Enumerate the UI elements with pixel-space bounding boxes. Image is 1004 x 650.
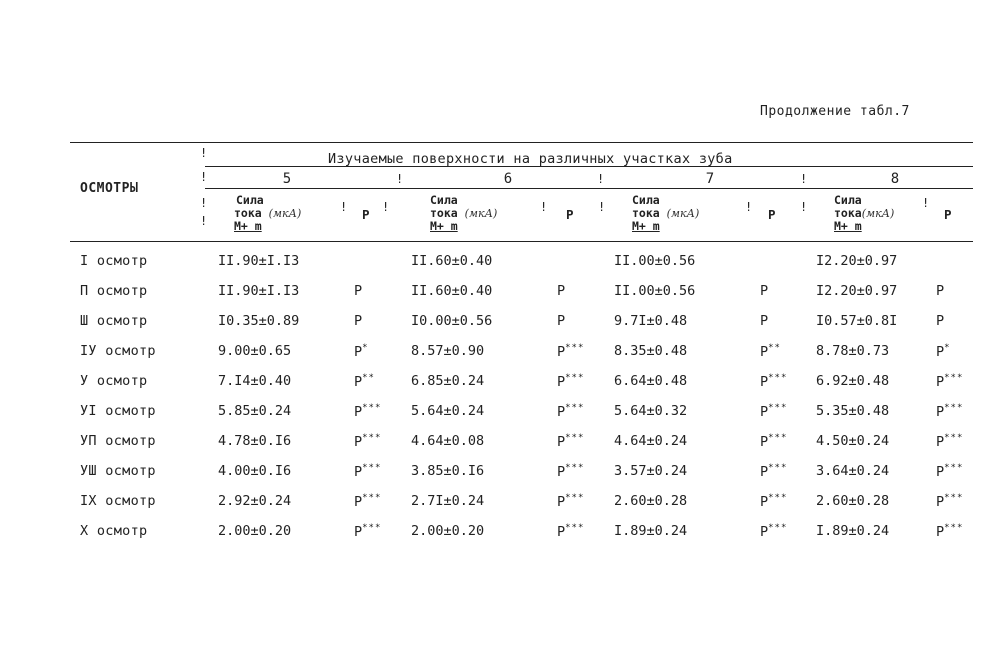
- current-header-6: [418, 194, 497, 233]
- significance-value: Р***: [354, 463, 382, 480]
- significance-stars: ***: [565, 403, 585, 413]
- table-row: [0, 283, 1004, 313]
- separator-mark: !: [200, 146, 208, 160]
- significance-value: Р***: [760, 373, 788, 390]
- significance-stars: ***: [944, 433, 964, 443]
- current-value: I0.57±0.8I: [816, 313, 898, 329]
- row-label: П осмотр: [80, 283, 148, 299]
- current-value: 2.00±0.20: [218, 523, 292, 539]
- current-line-1: Сила: [632, 193, 660, 207]
- significance-stars: ***: [768, 403, 788, 413]
- p-header-7: Р: [768, 207, 776, 222]
- significance-stars: ***: [362, 493, 382, 503]
- separator-mark: !: [597, 172, 605, 186]
- current-unit: (мкА): [464, 207, 498, 220]
- current-value: II.90±I.I3: [218, 253, 300, 269]
- significance-stars: ***: [362, 523, 382, 533]
- current-header-7: [618, 194, 699, 233]
- significance-value: Р***: [557, 493, 585, 510]
- significance-value: Р: [557, 313, 566, 329]
- table-row: [0, 523, 1004, 553]
- significance-stars: ***: [565, 463, 585, 473]
- significance-value: Р: [760, 283, 769, 299]
- current-value: 2.92±0.24: [218, 493, 292, 509]
- significance-stars: ***: [565, 493, 585, 503]
- current-value: 2.60±0.28: [614, 493, 688, 509]
- current-line-1: Сила: [236, 193, 264, 207]
- current-line-2: тока: [834, 206, 862, 220]
- separator-mark: !: [922, 196, 930, 210]
- group-header-8: 8: [890, 171, 900, 187]
- separator-mark: !: [200, 196, 208, 210]
- group-header-5: 5: [282, 171, 292, 187]
- significance-stars: ***: [768, 433, 788, 443]
- current-value: 5.64±0.24: [411, 403, 485, 419]
- significance-value: Р***: [354, 433, 382, 450]
- p-header-8: Р: [944, 207, 952, 222]
- current-value: 3.57±0.24: [614, 463, 688, 479]
- significance-value: Р***: [760, 523, 788, 540]
- significance-value: Р: [936, 283, 945, 299]
- groups-rule: [205, 188, 973, 189]
- current-unit: (мкА): [666, 207, 700, 220]
- current-line-3: М+ m: [632, 219, 660, 233]
- current-line-3: М+ m: [430, 219, 458, 233]
- current-value: I0.00±0.56: [411, 313, 493, 329]
- separator-mark: !: [340, 200, 348, 214]
- current-line-2: тока: [632, 206, 660, 220]
- current-value: 2.7I±0.24: [411, 493, 485, 509]
- group-header-6: 6: [503, 171, 513, 187]
- significance-stars: *: [362, 343, 369, 353]
- current-value: 6.85±0.24: [411, 373, 485, 389]
- current-unit: (мкА): [861, 207, 895, 220]
- significance-stars: *: [944, 343, 951, 353]
- significance-value: Р: [936, 313, 945, 329]
- current-value: 3.64±0.24: [816, 463, 890, 479]
- separator-mark: !: [200, 170, 208, 184]
- current-value: 3.85±0.I6: [411, 463, 485, 479]
- current-value: 6.92±0.48: [816, 373, 890, 389]
- significance-value: Р***: [760, 463, 788, 480]
- group-header-7: 7: [705, 171, 715, 187]
- current-value: I2.20±0.97: [816, 253, 898, 269]
- current-value: 9.7I±0.48: [614, 313, 688, 329]
- significance-stars: ***: [768, 493, 788, 503]
- significance-value: Р***: [354, 403, 382, 420]
- separator-mark: !: [800, 200, 808, 214]
- significance-stars: ***: [944, 403, 964, 413]
- current-value: 4.64±0.08: [411, 433, 485, 449]
- current-header-8: [822, 194, 894, 233]
- table-row: [0, 463, 1004, 493]
- current-value: 4.50±0.24: [816, 433, 890, 449]
- significance-stars: ***: [565, 433, 585, 443]
- significance-stars: ***: [944, 463, 964, 473]
- significance-stars: ***: [944, 493, 964, 503]
- significance-value: Р*: [354, 343, 369, 360]
- significance-value: Р*: [936, 343, 951, 360]
- current-value: 2.60±0.28: [816, 493, 890, 509]
- current-line-2: тока: [234, 206, 262, 220]
- separator-mark: !: [382, 200, 390, 214]
- significance-stars: ***: [768, 373, 788, 383]
- significance-stars: ***: [565, 343, 585, 353]
- significance-stars: ***: [565, 523, 585, 533]
- current-value: I.89±0.24: [816, 523, 890, 539]
- row-label-header: ОСМОТРЫ: [80, 181, 139, 196]
- table-row: [0, 493, 1004, 523]
- current-unit: (мкА): [268, 207, 302, 220]
- significance-stars: **: [768, 343, 781, 353]
- current-value: II.60±0.40: [411, 283, 493, 299]
- significance-value: Р: [354, 283, 363, 299]
- table-row: [0, 433, 1004, 463]
- significance-stars: ***: [362, 403, 382, 413]
- significance-value: Р***: [936, 523, 964, 540]
- significance-value: Р***: [354, 493, 382, 510]
- separator-mark: !: [200, 214, 208, 228]
- current-value: 2.00±0.20: [411, 523, 485, 539]
- row-label: I осмотр: [80, 253, 148, 269]
- significance-stars: ***: [565, 373, 585, 383]
- separator-mark: !: [745, 200, 753, 214]
- table-row: [0, 373, 1004, 403]
- current-value: 5.85±0.24: [218, 403, 292, 419]
- row-label: УI осмотр: [80, 403, 156, 419]
- current-line-3: М+ m: [834, 219, 862, 233]
- current-value: I0.35±0.89: [218, 313, 300, 329]
- significance-value: Р: [760, 313, 769, 329]
- p-header-5: Р: [362, 207, 370, 222]
- significance-stars: ***: [362, 463, 382, 473]
- significance-value: Р***: [936, 433, 964, 450]
- row-label: Ш осмотр: [80, 313, 148, 329]
- significance-stars: ***: [768, 463, 788, 473]
- current-value: 8.78±0.73: [816, 343, 890, 359]
- significance-value: Р***: [557, 343, 585, 360]
- current-value: 4.00±0.I6: [218, 463, 292, 479]
- row-label: IУ осмотр: [80, 343, 156, 359]
- top-rule: [70, 142, 973, 143]
- row-label: УШ осмотр: [80, 463, 156, 479]
- significance-value: Р***: [557, 523, 585, 540]
- current-value: II.60±0.40: [411, 253, 493, 269]
- significance-stars: ***: [768, 523, 788, 533]
- current-line-1: Сила: [430, 193, 458, 207]
- row-label: Х осмотр: [80, 523, 148, 539]
- table-caption: Продолжение табл.7: [760, 104, 910, 119]
- current-line-1: Сила: [834, 193, 862, 207]
- table-row: [0, 253, 1004, 283]
- significance-value: Р***: [760, 403, 788, 420]
- current-value: 4.64±0.24: [614, 433, 688, 449]
- significance-value: Р***: [557, 403, 585, 420]
- current-value: 8.35±0.48: [614, 343, 688, 359]
- current-line-2: тока: [430, 206, 458, 220]
- header-bottom-rule: [70, 241, 973, 242]
- significance-value: Р**: [354, 373, 375, 390]
- significance-value: Р***: [557, 433, 585, 450]
- significance-value: Р***: [936, 403, 964, 420]
- separator-mark: !: [396, 172, 404, 186]
- significance-stars: ***: [362, 433, 382, 443]
- row-label: У осмотр: [80, 373, 148, 389]
- p-header-6: Р: [566, 207, 574, 222]
- significance-value: Р***: [557, 373, 585, 390]
- significance-value: Р***: [760, 493, 788, 510]
- current-line-3: М+ m: [234, 219, 262, 233]
- significance-stars: ***: [944, 523, 964, 533]
- significance-value: Р***: [936, 463, 964, 480]
- current-value: 8.57±0.90: [411, 343, 485, 359]
- significance-stars: **: [362, 373, 375, 383]
- current-value: II.90±I.I3: [218, 283, 300, 299]
- current-value: 7.I4±0.40: [218, 373, 292, 389]
- table-row: [0, 313, 1004, 343]
- row-label: УП осмотр: [80, 433, 156, 449]
- significance-value: Р***: [936, 373, 964, 390]
- significance-value: Р: [557, 283, 566, 299]
- current-header-5: [222, 194, 301, 233]
- current-value: 5.64±0.32: [614, 403, 688, 419]
- significance-value: Р***: [557, 463, 585, 480]
- separator-mark: !: [540, 200, 548, 214]
- separator-mark: !: [800, 172, 808, 186]
- significance-stars: ***: [944, 373, 964, 383]
- supertitle: Изучаемые поверхности на различных участках зуба: [328, 151, 733, 167]
- current-value: 5.35±0.48: [816, 403, 890, 419]
- separator-mark: !: [598, 200, 606, 214]
- current-value: 4.78±0.I6: [218, 433, 292, 449]
- significance-value: Р***: [354, 523, 382, 540]
- current-value: II.00±0.56: [614, 283, 696, 299]
- significance-value: Р: [354, 313, 363, 329]
- current-value: II.00±0.56: [614, 253, 696, 269]
- current-value: I.89±0.24: [614, 523, 688, 539]
- current-value: 6.64±0.48: [614, 373, 688, 389]
- table-row: [0, 403, 1004, 433]
- significance-value: Р**: [760, 343, 781, 360]
- significance-value: Р***: [936, 493, 964, 510]
- current-value: I2.20±0.97: [816, 283, 898, 299]
- current-value: 9.00±0.65: [218, 343, 292, 359]
- row-label: IХ осмотр: [80, 493, 156, 509]
- table-row: [0, 343, 1004, 373]
- significance-value: Р***: [760, 433, 788, 450]
